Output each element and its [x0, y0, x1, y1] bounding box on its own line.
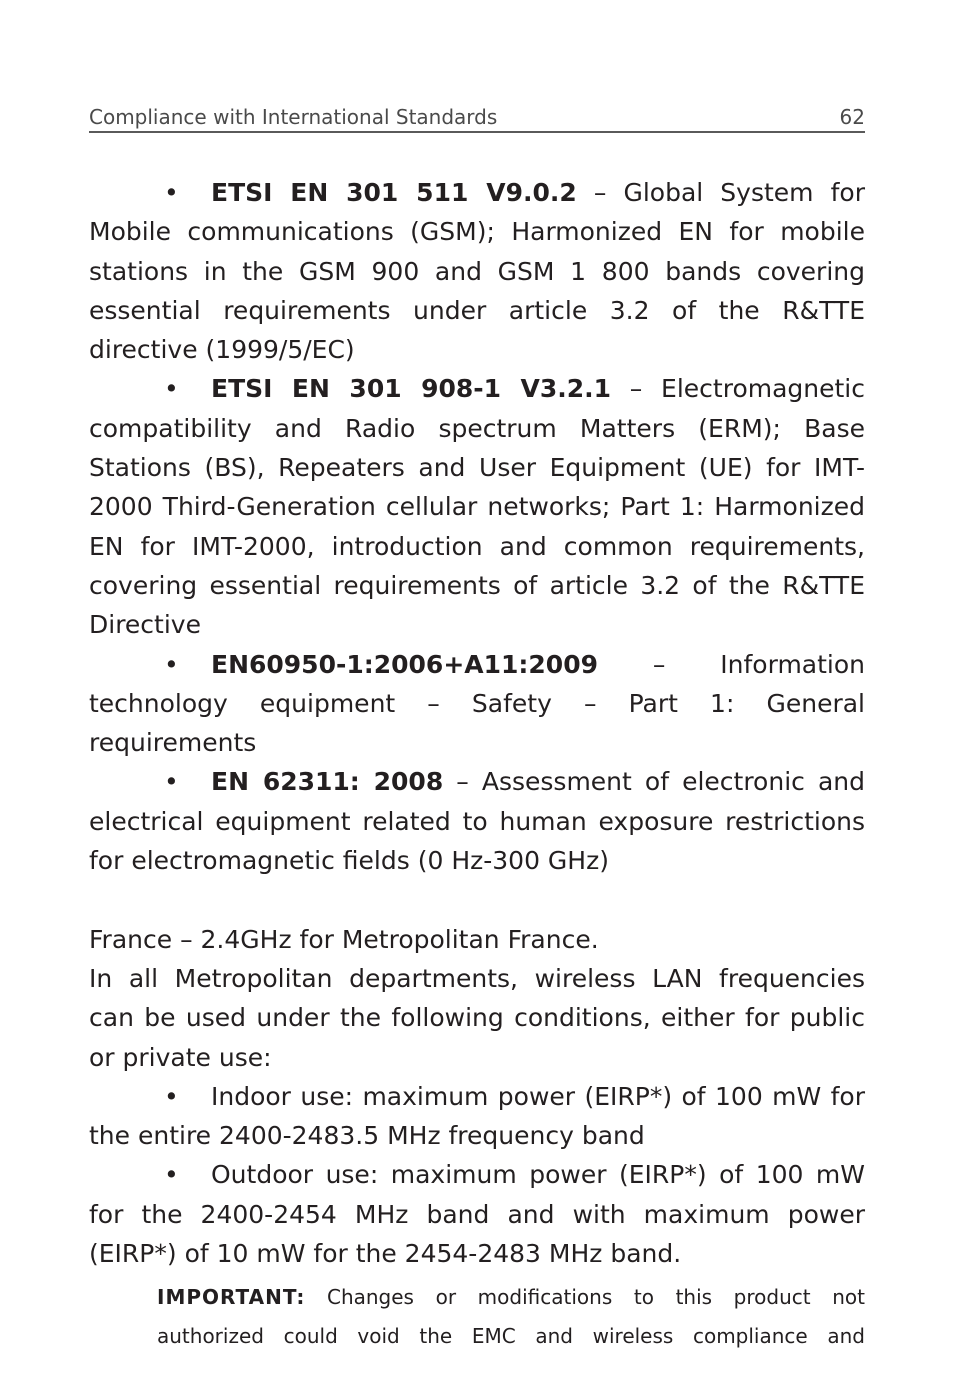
- bullet-marker: •: [164, 178, 179, 207]
- standard-item: [89, 762, 865, 880]
- bullet-marker: •: [164, 767, 179, 797]
- condition-text: Indoor use: maximum power (EIRP*) of 100 mW for the entire 2400-2483.5 MHz frequency band: [89, 1081, 865, 1151]
- condition-item: [89, 1077, 865, 1156]
- standard-description: – Information technology equipment – Safety – Part 1: General requirements: [89, 649, 865, 758]
- standard-item: [89, 369, 865, 644]
- condition-text: Outdoor use: maximum power (EIRP*) of 100 mW for the 2400-2454 MHz band and with maximum power (EIRP*) of 10 mW for the 2454-2483 MHz band.: [89, 1160, 865, 1269]
- note-text: Changes or modifications to this product not authorized could void the EMC and wireless compliance and: [157, 1285, 865, 1349]
- bullet-marker: •: [164, 374, 179, 404]
- standard-description: – Electromagnetic compatibility and Radio spectrum Matters (ERM); Base Stations (BS), Repeaters and User Equipment (UE) for IMT-2000 Third-Generation cellular networks; Part 1: Harmonized EN for IMT-2000, introduction and common requirements, covering essential requirements of article 3.2 of the R&TTE Directive: [89, 374, 865, 640]
- standard-item: [89, 645, 865, 763]
- standard-description: – Assessment of electronic and electrical equipment related to human exposure restrictions for electromagnetic fields (0 Hz-300 GHz): [89, 767, 865, 876]
- standard-description: – Global System for Mobile communications (GSM); Harmonized EN for mobile stations in the GSM 900 and GSM 1 800 bands covering essential requirements under article 3.2 of the R&TTE directive (1999/5/EC): [89, 178, 866, 365]
- running-title: Compliance with International Standards: [89, 105, 498, 129]
- standard-term: ETSI EN 301 908-1 V3.2.1: [211, 374, 612, 404]
- paragraph-spacer: [89, 880, 865, 919]
- bullet-marker: •: [164, 1160, 179, 1190]
- bullet-marker: •: [164, 649, 179, 679]
- important-note: [157, 1278, 865, 1356]
- standard-term: EN60950-1:2006+A11:2009: [211, 649, 598, 679]
- standard-term: ETSI EN 301 511 V9.0.2: [211, 178, 577, 207]
- page-number: 62: [839, 105, 865, 129]
- standard-term: EN 62311: 2008: [211, 767, 444, 797]
- document-page: [89, 104, 865, 1376]
- france-heading: France – 2.4GHz for Metropolitan France.: [89, 924, 599, 954]
- note-label: IMPORTANT:: [157, 1285, 306, 1310]
- condition-item: [89, 1155, 865, 1273]
- standard-item: [89, 173, 865, 369]
- page-header: [89, 104, 865, 133]
- france-intro: In all Metropolitan departments, wireless LAN frequencies can be used under the following conditions, either for public or private use:: [89, 963, 865, 1072]
- bullet-marker: •: [164, 1081, 179, 1111]
- page-content: [89, 173, 865, 1356]
